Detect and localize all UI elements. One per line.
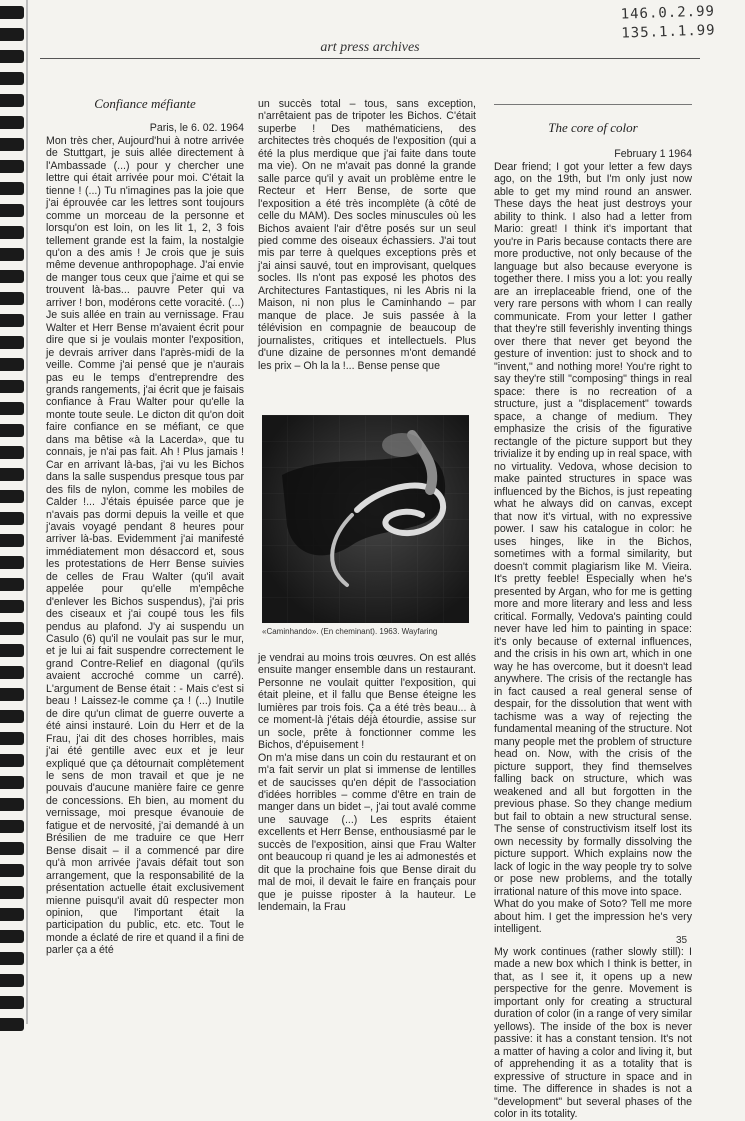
french-letter-body-2: un succès total – tous, sans exception, n'arrêtaient pas de tripoter les Bichos. C'était superbe ! Des mathématiciens, des architectes très choqués de l'exposition (qui a été la plus merdique que j'ai faite dans toute ma vie). On ne m'avait pas donné la grande salle parce qu'il y avait un problème entre le Recteur et Herr Bense, de sorte que l'exposition a été très incomplète (à côté de celle du MAM). Des socles minuscules où les Bichos avaient l'air d'être posés sur un seul pied comme des oiseaux échassiers. J'ai tout mis par terre à quelques exceptions près et j'ai ainsi sauvé, tout en improvisant, quelques socles. Ils n'ont pas exposé les photos des Architectures Fantastiques, ni les Abris ni la Maison, ni non plus le Caminhando – par manque de place. Je suis passée à la télévision en compagnie de beaucoup de journalistes, critiques et intellectuels. Plus d'une dizaine de personnes m'ont demandé les prix – Oh la la !... Bense pense que <box>258 98 476 372</box>
binding-tab <box>0 534 24 547</box>
binding-tab <box>0 50 24 63</box>
binding-tab <box>0 842 24 855</box>
french-letter-body-4: On m'a mise dans un coin du restaurant et on m'a fait servir un plat si immense de lentilles et de saucisses qu'en dépit de l'association d'idées horribles – comme d'être en train de manger dans un bidet –, j'ai tout avalé comme une sauvage (...) Les esprits étaient excellents et Herr Bense, enthousiasmé par le succès de l'exposition, ainsi que Frau Walter ont beaucoup ri quand je les ai admonestés et dit que la prochaine fois que Bense dirait du mal de moi, il devait le faire en français pour que je puisse riposter à la hauteur. Le lendemain, la Frau <box>258 751 476 914</box>
binding-tab <box>0 820 24 833</box>
page-number: 35 <box>676 935 688 946</box>
binding-tab <box>0 688 24 701</box>
binding-tab <box>0 754 24 767</box>
binding-tab <box>0 644 24 657</box>
french-column-2-bottom <box>258 652 476 914</box>
spiral-binding <box>0 0 26 1024</box>
english-title-rule <box>494 104 692 105</box>
binding-tab <box>0 864 24 877</box>
binding-tab <box>0 116 24 129</box>
binding-tab <box>0 226 24 239</box>
binding-tab <box>0 424 24 437</box>
binding-tab <box>0 248 24 261</box>
binding-tab <box>0 710 24 723</box>
binding-tab <box>0 886 24 899</box>
binding-tab <box>0 314 24 327</box>
binding-tab <box>0 204 24 217</box>
binding-tab <box>0 930 24 943</box>
english-article-title: The core of color <box>548 120 638 135</box>
binding-tab <box>0 622 24 635</box>
annotation-line-2: 135.1.1.99 <box>620 22 716 42</box>
binding-tab <box>0 996 24 1009</box>
french-letter-date: Paris, le 6. 02. 1964 <box>149 122 244 135</box>
binding-tab <box>0 578 24 591</box>
binding-tab <box>0 556 24 569</box>
binding-tab <box>0 358 24 371</box>
binding-tab <box>0 182 24 195</box>
binding-tab <box>0 512 24 525</box>
handwritten-annotation <box>620 2 716 43</box>
binding-tab <box>0 402 24 415</box>
binding-tab <box>0 776 24 789</box>
binding-tab <box>0 72 24 85</box>
english-letter-body-3: My work continues (rather slowly still): I made a new box which I think is better, in that, as I see it, it opens up a new perspective for the genre. Movement is important only for creating a structural duration of color (in a range of very similar yellows). The inside of the box is never passive: it has a constant tension. It's not a matter of having a color and living it, but of apprehending it as a totality that is expressive of structure in space and in time. The difference in shades is not a "development" but several phases of the color in its totality. <box>494 945 692 1120</box>
binding-tab <box>0 6 24 19</box>
caminhando-image <box>262 415 469 623</box>
header-rule <box>40 58 700 59</box>
binding-tab <box>0 666 24 679</box>
binding-tab <box>0 270 24 283</box>
french-letter-body-1: Mon très cher, Aujourd'hui à notre arrivée de Stuttgart, je suis allée directement à l'Ambassade (...) pour y chercher une lettre qui était arrivée pour moi. C'était la tienne ! (...) Tu n'imagines pas la joie que j'ai éprouvée car les lettres sont toujours comme un morceau de la personne et lorsqu'on est loin, on les lit 1, 2, 3 fois tellement grande est la faim, la nostalgie qu'on a des amis ! Je crois que je suis même devenue anthropophage. J'ai envie de manger tous ceux que j'aime et qui se trouvent là-bas... pauvre Peter qui va arriver ! bon, modérons cette voracité. (...) Je suis allée en train au vernissage. Frau Walter et Herr Bense m'avaient écrit pour dire que si je voulais monter l'exposition, je devrais arriver dans l'après-midi de la veille. Comme j'ai pensé que je n'aurais pas eu le temps d'entreprendre des grands rangements, j'ai écrit que je faisais confiance à Frau Walter pour qu'elle la monte toute seule. Le dicton dit qu'on doit faire confiance en se méfiant, ce que dans ma bêtise «à la Lacerda», que tu connais, je n'ai pas fait. Ah ! Plus jamais ! Car en arrivant là-bas, j'ai vu les Bichos dans la salle suspendus presque tous par des fils de nylon, comme les mobiles de Calder !... J'étais épuisée parce que je n'avais pas dormi depuis la veille et que j'avais voyagé pendant 8 heures pour arriver là-bas. Evidemment j'ai manifesté immédiatement mon désaccord et, sous les protestations de Herr Bense suivies de celles de Frau Walter (qu'il avait appelée pour qu'elle m'empêche d'enlever les Bichos suspendus), j'ai pris des ciseaux et j'ai coupé tous les fils pendus au plafond. J'y ai suspendu un Casulo (6) qu'il ne voulait pas sur le mur, et je lui ai fait suspendre correctement le grand Contre-Relief en diagonal (qu'ils avaient accroché comme un carré). L'argument de Bense était : - Mais c'est si beau ! Laissez-le comme ça ! (...) Inutile de dire qu'un climat de guerre ouverte a été ainsi instauré. Loin du Herr et de la Frau, j'ai dit des choses horribles, mais j'ai été gentille avec eux et je leur expliqué que ça détournait complètement le sens de mon travail et que je ne pouvais d'aucune manière faire ce genre de concessions. Eh bien, au moment du vernissage, moi presque évanouie de fatigue et de nervosité, j'ai demandé à un Brésilien de me traduire ce que Herr Bense disait – il a commencé par dire qu'à mon arrivée j'avais défait tout son arrangement, que la responsabilité de la présentation actuelle était exclusivement mienne puisqu'il avait dû respecter mon opinion, que l'important était la participation du public, etc. etc. Tout le monde a éclaté de rire et quand il a fini de parler ça a été <box>46 134 244 957</box>
binding-tab <box>0 28 24 41</box>
binding-tab <box>0 600 24 613</box>
caminhando-photo <box>262 415 469 623</box>
binding-tab <box>0 160 24 173</box>
binding-tab <box>0 974 24 987</box>
binding-tab <box>0 292 24 305</box>
french-column-2-top <box>258 98 476 372</box>
binding-tab <box>0 468 24 481</box>
binding-tab <box>0 138 24 151</box>
binding-tab <box>0 490 24 503</box>
binding-tab <box>0 798 24 811</box>
running-head: art press archives <box>320 40 420 55</box>
english-column <box>494 148 692 1121</box>
binding-tab <box>0 336 24 349</box>
binding-edge <box>26 0 28 1024</box>
binding-tab <box>0 1018 24 1031</box>
binding-tab <box>0 446 24 459</box>
binding-tab <box>0 94 24 107</box>
binding-tab <box>0 732 24 745</box>
english-letter-body-1: Dear friend; I got your letter a few days ago, on the 19th, but I'm only just now able to get my mind round an answer. These days the heat just destroys your ability to think. I also had a letter from Mario: great! I think it's important that you're in Paris because contacts there are more productive, not only because of the language but also because everyone is together there. I miss you a lot: you really are an irreplaceable friend, one of the very rare persons with whom I can really communicate. From your letter I gather that they're still feverishly inventing things over there that never get beyond the gesture of invention: just to shock and to "invent," and nothing more! You're right to say they're still "composing" things in real space: there is no recreation of a structure, just a "displacement" towards space, a change of medium. They emphasize the crisis of the figurative rectangle of the picture support but they trivialize it by ending up in real space, with no virtuality. Vedova, whose decision to make painted structures in space was influenced by the Bichos, is just repeating what he always did on canvas, except that now it's virtual, with no expressive power. I saw his catalogue in color: he uses hinges, like in the Bichos, sometimes with a formal similarity, but doesn't commit plagiarism like M. Vieira. It's pretty feeble! Especially when he's presented by Argan, who for me is getting more and more literary and less and less critical. Formally, Vedova's painting could never have led him to painting in space: it's only because of external influences, and the crisis in his own art, which in one way he has overcome, but it doesn't lead anywhere. The crisis of the rectangle has in fact caused a real general sense of despair, for the dissolution that went with tachisme was a way of rejecting the fundamental meaning of the structure. Not many people met the problem of structure head on. Now, with the crisis of the picture support, they find themselves falling back on structure, which was weakened and all but forgotten in the previous phase. So they change medium but fail to obtain a new structural sense. The sense of constructivism itself lost its own necessity by formally dissolving the picture support. Which explains now the lack of logic in the way people try to solve or pose new problems, and the totally irrational nature of this move into space. <box>494 160 692 898</box>
french-letter-body-3: je vendrai au moins trois œuvres. On est allés ensuite manger ensemble dans un restaurant. Personne ne voulait quitter l'exposition, qui était pleine, et il fallu que Bense éteigne les lumières par trois fois. Ça a été très beau... à ce moment-là j'étais déjà étourdie, assise sur un socle, prête à fonctionner comme les Bichos, d'épuisement ! <box>258 652 476 752</box>
binding-tab <box>0 380 24 393</box>
photo-caption: «Caminhando». (En cheminant). 1963. Wayfaring <box>262 627 438 636</box>
english-letter-date: February 1 1964 <box>614 148 692 160</box>
binding-tab <box>0 952 24 965</box>
binding-tab <box>0 908 24 921</box>
annotation-line-1: 146.0.2.99 <box>620 3 715 23</box>
french-article-title: Confiance méfiante <box>94 96 196 111</box>
french-column-1 <box>46 98 244 957</box>
english-letter-body-2: What do you make of Soto? Tell me more about him. I get the impression he's very intelligent. <box>494 898 692 935</box>
